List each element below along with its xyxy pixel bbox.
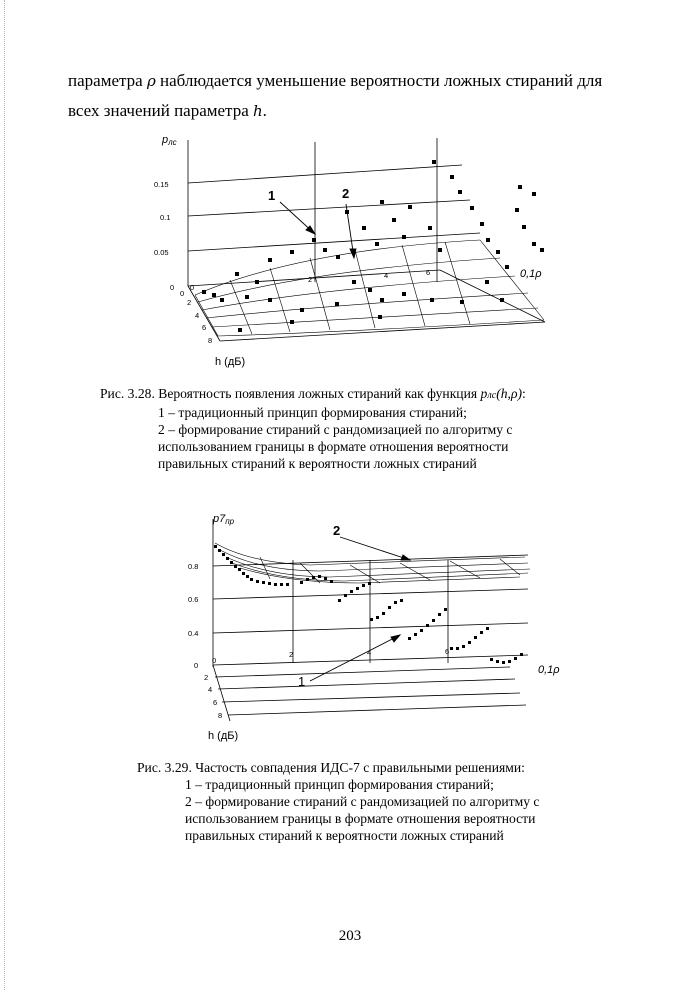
fig1-marker-1: 1 (268, 188, 276, 203)
fig1-gridline (188, 233, 480, 251)
caption-line: использованием границы в формате отношения вероятности (185, 811, 536, 826)
fig1-scatter-series (202, 160, 544, 332)
fig1-depth-tick: 0 (180, 289, 185, 298)
fig2-floor-line (222, 693, 520, 702)
fig2-depth-tick: 4 (208, 685, 213, 694)
fig1-y-tick: 0.15 (154, 180, 169, 189)
fig1-marker-2: 2 (342, 186, 350, 201)
fig2-y-label: p7пр (213, 513, 235, 526)
intro-paragraph: параметра ρ наблюдается уменьшение вероятности ложных стираний для всех значений параметра h. (68, 71, 603, 120)
figure1-caption (100, 385, 640, 472)
fig1-depth-tick: 8 (208, 336, 213, 345)
caption-line: использованием границы в формате отношения вероятности (158, 439, 509, 454)
figure1-caption-title (100, 385, 640, 404)
caption-fn-sub: лс (487, 390, 497, 401)
fig1-x-tick: 4 (384, 271, 389, 280)
figure-3-28 (140, 130, 570, 370)
fig1-gridline (188, 200, 470, 216)
caption-fn: p (480, 386, 488, 401)
fig2-x-tick: 0 (212, 656, 217, 665)
fig1-x-label: 0,1ρ (520, 268, 542, 280)
fig1-y-tick: 0 (170, 283, 175, 292)
fig2-x-tick: 4 (367, 648, 372, 657)
figure2-caption (137, 759, 647, 844)
figure2-caption-title: Рис. 3.29. Частость совпадения ИДС-7 с правильными решениями: (137, 760, 525, 775)
fig2-gridline (213, 589, 528, 599)
fig2-gridline (213, 555, 528, 566)
fig2-marker-2: 2 (333, 523, 341, 538)
caption-line: 1 – традиционный принцип формирования стираний; (158, 405, 467, 420)
page-edge-dots (4, 0, 5, 990)
fig2-marker-1: 1 (298, 674, 306, 689)
fig1-depth-tick: 2 (187, 298, 192, 307)
fig1-depth-label: h (дБ) (215, 356, 246, 368)
intro-text: всех значений параметра (68, 101, 249, 120)
caption-text: : (522, 386, 526, 401)
fig2-y-tick: 0 (194, 661, 199, 670)
fig2-y-tick: 0.8 (188, 562, 199, 571)
caption-text: Рис. 3.28. Вероятность появления ложных стираний как функция (100, 386, 478, 401)
intro-text: наблюдается уменьшение вероятности ложных стираний для (160, 71, 603, 90)
fig2-y-tick: 0.4 (188, 629, 199, 638)
fig2-arrow-2 (340, 537, 410, 560)
fig2-x-tick: 6 (445, 647, 450, 656)
fig1-y-tick: 0.05 (154, 248, 169, 257)
caption-line: 1 – традиционный принцип формирования стираний; (185, 777, 494, 792)
caption-line: 2 – формирование стираний с рандомизацией по алгоритму с (158, 422, 513, 437)
caption-line: правильных стираний к вероятности ложных стираний (158, 456, 477, 471)
fig2-y-tick: 0.6 (188, 595, 199, 604)
fig1-depth-tick: 4 (195, 311, 200, 320)
fig1-y-label: pлс (162, 134, 177, 147)
caption-line: правильных стираний к вероятности ложных стираний (185, 828, 504, 843)
fig1-x-tick: 6 (426, 268, 431, 277)
fig2-arrow-1 (310, 635, 400, 681)
fig2-depth-tick: 6 (213, 698, 218, 707)
fig1-x-tick: 2 (308, 275, 313, 284)
page-number: 203 (338, 928, 362, 944)
fig2-depth-tick: 2 (204, 673, 209, 682)
fig1-x-tick: 0 (190, 283, 195, 292)
fig2-mesh-surface (215, 543, 530, 583)
symbol-h: h (253, 102, 263, 120)
fig1-gridline (188, 165, 462, 183)
intro-text: параметра (68, 71, 143, 90)
fig2-x-tick: 2 (289, 650, 294, 659)
caption-line: 2 – формирование стираний с рандомизацией по алгоритму с (185, 794, 540, 809)
fig1-y-tick: 0.1 (160, 213, 171, 222)
fig2-depth-label: h (дБ) (208, 730, 239, 742)
fig2-x-label: 0,1ρ (538, 664, 560, 676)
fig2-floor-line (228, 705, 526, 715)
fig1-arrowhead-2 (350, 249, 356, 258)
fig2-floor-line (215, 667, 510, 677)
symbol-rho: ρ (146, 72, 156, 90)
caption-fn-args: (h,ρ) (496, 386, 523, 401)
fig2-arrowhead-2 (401, 555, 410, 560)
fig2-depth-tick: 8 (218, 711, 223, 720)
fig1-front-edge (220, 322, 545, 341)
figure-3-29 (170, 505, 590, 750)
fig2-floor-line (218, 679, 515, 689)
fig2-arrowhead-1 (391, 635, 400, 642)
fig1-depth-tick: 6 (202, 323, 207, 332)
